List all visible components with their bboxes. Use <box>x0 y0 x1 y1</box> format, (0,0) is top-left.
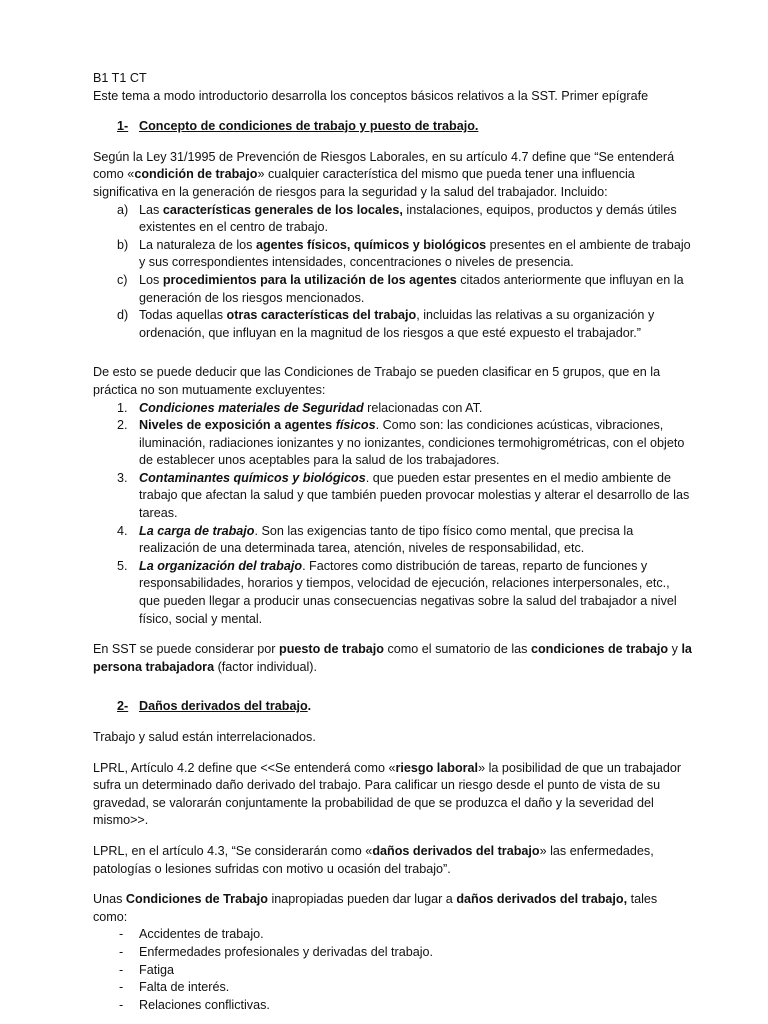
text-run: Falta de interés. <box>139 980 230 995</box>
section-title-end: . <box>307 699 312 714</box>
list-marker: d) <box>117 308 129 323</box>
list-marker: - <box>119 997 124 1012</box>
numbered-list <box>93 400 693 629</box>
text-run: La naturaleza de los <box>139 237 256 252</box>
bold-italic-term: Condiciones materiales de Seguridad <box>139 400 364 415</box>
text-run: instalaciones, equipos, productos y demás útiles existentes en el centro de trabajo. <box>139 202 677 235</box>
list-marker: - <box>119 944 124 959</box>
section-title: Concepto de condiciones de trabajo y puesto de trabajo. <box>139 119 479 134</box>
bold-term: daños derivados del trabajo <box>372 843 540 858</box>
list-item <box>93 400 693 418</box>
list-marker: b) <box>117 237 129 252</box>
text-run: Según la Ley 31/1995 de Prevención de Riesgos Laborales, en su artículo 4.7 define que “Se entenderá como « <box>93 149 675 182</box>
list-marker: 3. <box>117 470 128 485</box>
list-item <box>93 417 693 470</box>
list-item <box>93 470 693 523</box>
lettered-list <box>93 202 693 343</box>
text-run: Las <box>139 202 163 217</box>
text-run: , incluidas las relativas a su organización y ordenación, que influyan en la magnitud de los riesgos a que esté expuesto el trabajador.” <box>139 308 655 340</box>
bold-term: la persona trabajadora <box>93 642 692 674</box>
text-run: y <box>668 642 682 657</box>
text-run: como el sumatorio de las <box>383 642 531 657</box>
section-heading-1 <box>93 118 693 136</box>
list-marker: 2. <box>117 418 128 433</box>
text-run: citados anteriormente que influyan en la generación de los riesgos mencionados. <box>139 272 684 305</box>
text-run: Fatiga <box>139 962 175 977</box>
list-marker: 4. <box>117 523 128 538</box>
relation-paragraph: Trabajo y salud están interrelacionados. <box>93 730 316 744</box>
damage-paragraph <box>93 843 693 878</box>
bold-term: Niveles de exposición a agentes <box>139 418 336 433</box>
bullet-list <box>93 926 693 1014</box>
definition-paragraph <box>93 149 693 202</box>
list-item <box>93 558 693 628</box>
text-run: . Son las exigencias tanto de tipo físico como mental, que precisa la realización de una determinada tarea, atención, niveles de responsabilidad, etc. <box>139 523 634 556</box>
text-run: inapropiadas pueden dar lugar a <box>267 892 457 907</box>
section-number: 2- <box>117 699 129 714</box>
text-run: Los <box>139 272 163 287</box>
bold-term: características generales de los locales, <box>162 202 403 217</box>
bold-italic-term: físicos <box>335 418 376 433</box>
bold-term: daños derivados del trabajo, <box>456 892 628 907</box>
section-number: 1- <box>117 119 129 134</box>
bold-term: otras características del trabajo <box>226 308 417 323</box>
bold-italic-term: Contaminantes químicos y biológicos <box>139 470 366 485</box>
list-item <box>93 272 693 307</box>
bold-term: condición de trabajo <box>134 167 258 182</box>
list-item <box>93 979 693 997</box>
bold-term: Condiciones de Trabajo <box>125 892 268 907</box>
text-run: Enfermedades profesionales y derivadas del trabajo. <box>139 944 434 959</box>
list-marker: c) <box>117 272 128 287</box>
list-marker: - <box>119 980 124 995</box>
classification-paragraph: De esto se puede deducir que las Condiciones de Trabajo se pueden clasificar en 5 grupos, que en la práctica no son mutuamente excluyentes: <box>93 365 661 397</box>
bold-term: procedimientos para la utilización de los agentes <box>162 272 457 287</box>
list-item <box>93 523 693 558</box>
bold-italic-term: La carga de trabajo <box>139 523 255 538</box>
list-marker: - <box>119 962 124 977</box>
header-code: B1 T1 CT <box>93 71 147 85</box>
text-run: tales como: <box>93 892 658 924</box>
text-run: Unas <box>93 892 126 907</box>
list-item <box>93 237 693 272</box>
text-run: relacionadas con AT. <box>363 400 483 415</box>
text-run: Relaciones conflictivas. <box>139 997 270 1012</box>
text-run: Todas aquellas <box>139 308 227 323</box>
text-run: . Factores como distribución de tareas, reparto de funciones y responsabilidades, horarios y tiempos, velocidad de ejecución, relaciones interpersonales, etc., que pueden llegar a producir unas consecuencias negativas sobre la salud del trabajador a nivel físico, social y mental. <box>139 558 677 626</box>
text-run: » la posibilidad de que un trabajador sufra un determinado daño derivado del trabajo. Para calificar un riesgo desde el punto de vista de su gravedad, se valorarán conjuntamente la probabilidad de que se produzca el daño y la severidad del mismo>>. <box>93 760 682 828</box>
text-run: LPRL, Artículo 4.2 define que <<Se entenderá como « <box>93 760 396 775</box>
bold-term: puesto de trabajo <box>279 642 384 657</box>
text-run: . Como son: las condiciones acústicas, vibraciones, iluminación, radiaciones ionizantes y no ionizantes, condiciones termohigrométricas, con el objeto de establecer unos aceptables para la salud de los trabajadores. <box>139 418 685 468</box>
text-run: En SST se puede considerar por <box>93 642 279 657</box>
list-marker: 5. <box>117 558 128 573</box>
text-run: » cualquier característica del mismo que pueda tener una influencia significativa en la generación de riesgos para la seguridad y la salud del trabajador. Incluido: <box>93 167 635 199</box>
list-item <box>93 962 693 980</box>
text-run: LPRL, en el artículo 4.3, “Se considerarán como « <box>93 843 373 858</box>
text-run: Accidentes de trabajo. <box>139 927 264 942</box>
list-marker: 1. <box>117 400 128 415</box>
text-run: » las enfermedades, patologías o lesiones sufridas con motivo u ocasión del trabajo”. <box>93 843 654 876</box>
section-title: Daños derivados del trabajo <box>139 699 308 714</box>
bold-term: condiciones de trabajo <box>530 642 669 657</box>
list-item <box>93 926 693 944</box>
text-run: (factor individual). <box>214 659 317 674</box>
bold-italic-term: La organización del trabajo <box>139 558 303 573</box>
document-body <box>93 70 693 1014</box>
risk-paragraph <box>93 760 693 830</box>
list-item <box>93 202 693 237</box>
list-marker: a) <box>117 202 129 217</box>
section-heading-2 <box>93 698 693 716</box>
text-run: presentes en el ambiente de trabajo y sus correspondientes intensidades, concentraciones o niveles de presencia. <box>139 237 691 270</box>
text-run: . que pueden estar presentes en el medio ambiente de trabajo que afectan la salud y que también pueden provocar molestias y alterar el desarrollo de las tareas. <box>139 470 690 521</box>
conditions-paragraph <box>93 891 693 926</box>
bold-term: riesgo laboral <box>395 760 479 775</box>
list-item <box>93 307 693 342</box>
list-item <box>93 944 693 962</box>
bold-term: agentes físicos, químicos y biológicos <box>255 237 487 252</box>
workplace-paragraph <box>93 641 693 676</box>
intro-paragraph: Este tema a modo introductorio desarrolla los conceptos básicos relativos a la SST. Primer epígrafe <box>93 88 649 103</box>
list-item <box>93 997 693 1015</box>
list-marker: - <box>119 927 124 942</box>
